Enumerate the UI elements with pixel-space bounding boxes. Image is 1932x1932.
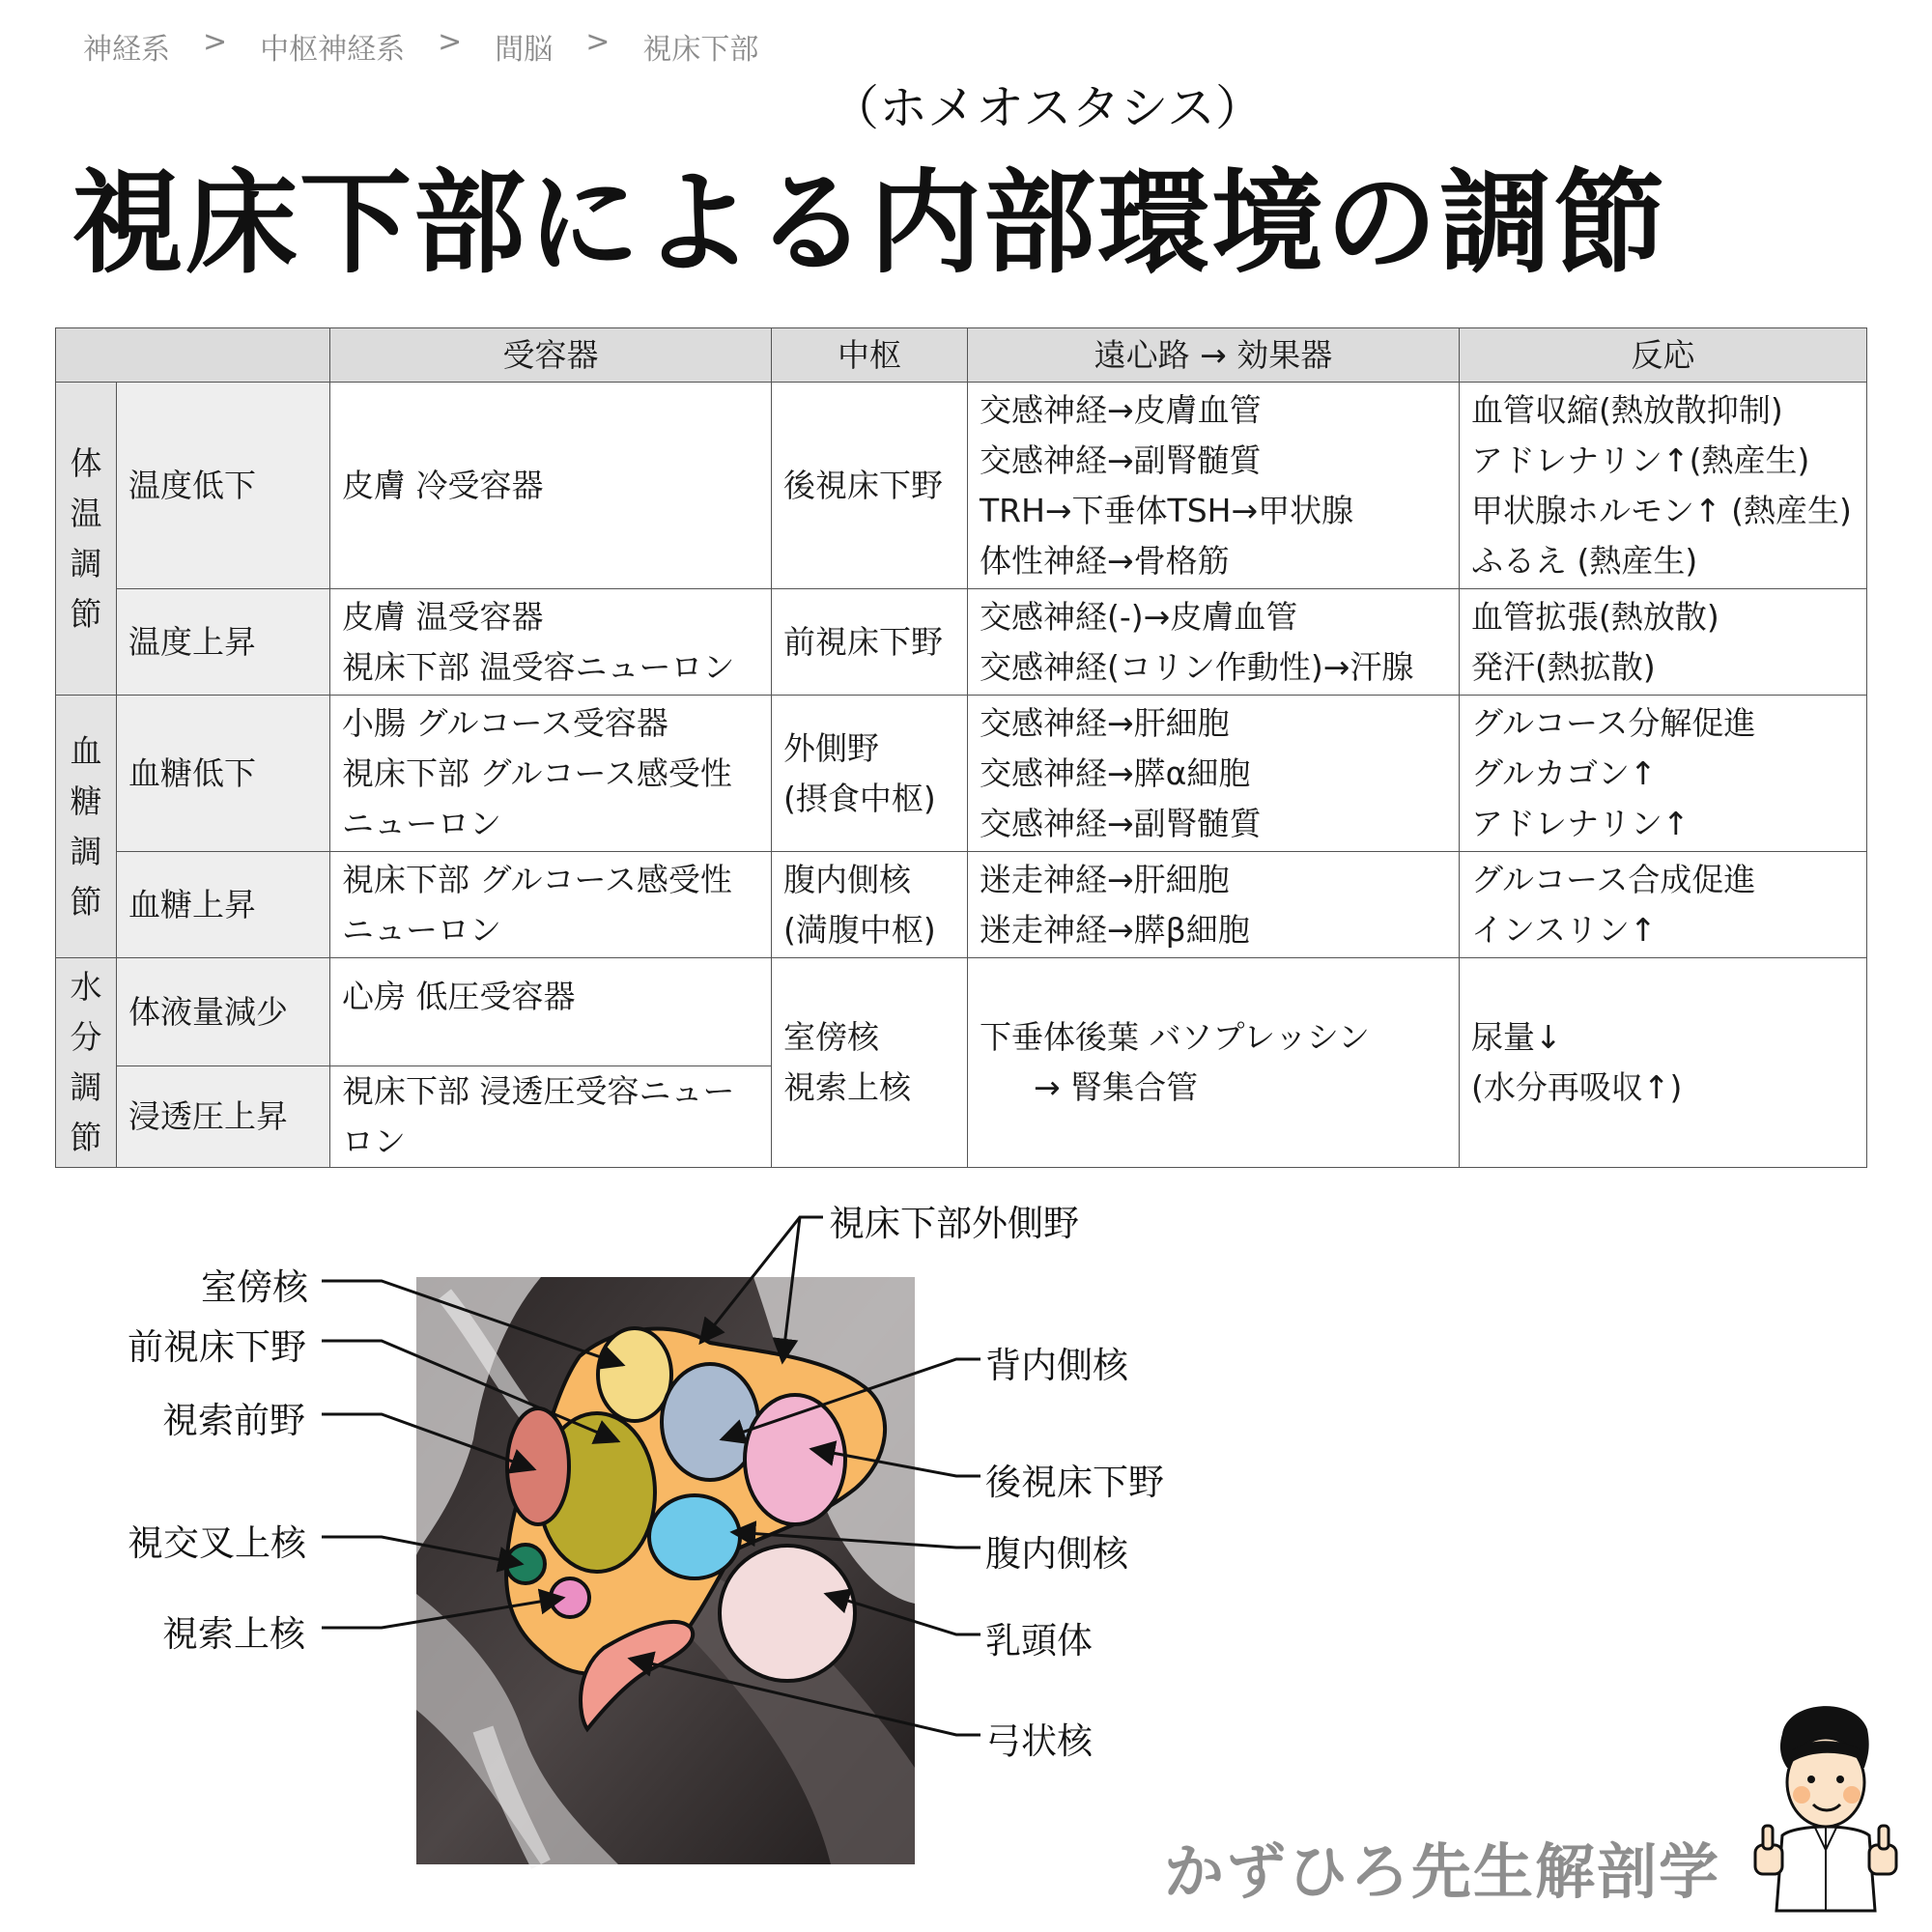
receptor-line: ニューロン: [342, 910, 501, 949]
center-line: (摂食中枢): [783, 779, 936, 817]
receptor-line: 心房 低圧受容器: [342, 978, 576, 1015]
receptor-cell: [330, 589, 772, 696]
label-arcuate: 弓状核: [985, 1720, 1093, 1762]
efferent-line: 交感神経→副腎髄質: [980, 804, 1262, 842]
efferent-line: 交感神経→皮膚血管: [980, 390, 1262, 429]
response-cell: [1460, 852, 1867, 958]
table-header-row: [56, 328, 1867, 383]
response-line: 尿量↓: [1471, 1018, 1562, 1056]
label-anterior-area: 前視床下野: [128, 1326, 306, 1368]
label-lateral-area: 視床下部外側野: [829, 1203, 1079, 1244]
category-char: 節: [70, 594, 102, 633]
breadcrumb-item[interactable]: 神経系: [83, 33, 170, 67]
efferent-line: 交感神経(-)→皮膚血管: [980, 597, 1298, 636]
label-posterior-area: 後視床下野: [985, 1462, 1164, 1503]
receptor-cell: [330, 383, 772, 589]
center-cell: [772, 696, 968, 852]
efferent-cell: [968, 383, 1460, 589]
response-line: インスリン↑: [1471, 910, 1657, 949]
category-char: 節: [70, 1119, 102, 1156]
receptor-cell: [330, 1066, 772, 1168]
center-line: 室傍核: [783, 1018, 879, 1056]
center-line: 視索上核: [783, 1068, 911, 1106]
center-line: (満腹中枢): [783, 910, 936, 949]
breadcrumb-separator: >: [203, 25, 228, 59]
efferent-line: TRH→下垂体TSH→甲状腺: [980, 491, 1354, 529]
response-cell: [1460, 589, 1867, 696]
response-line: ふるえ (熱産生): [1471, 541, 1698, 580]
category-char: 体: [70, 443, 102, 482]
center-line: 後視床下野: [783, 466, 943, 504]
condition-cell: 血糖低下: [117, 696, 330, 852]
breadcrumb: [83, 25, 758, 68]
condition-cell: 温度低下: [117, 383, 330, 589]
category-char: 水: [70, 968, 102, 1006]
center-line: 前視床下野: [783, 622, 943, 661]
receptor-line: ロン: [342, 1122, 406, 1160]
label-mammillary: 乳頭体: [985, 1620, 1093, 1662]
efferent-cell: [968, 958, 1460, 1168]
receptor-line: 小腸 グルコース受容器: [342, 703, 668, 742]
center-cell: [772, 383, 968, 589]
label-paraventricular: 室傍核: [201, 1266, 308, 1308]
table-row: [56, 958, 1867, 1066]
response-line: 甲状腺ホルモン↑ (熱産生): [1471, 491, 1852, 529]
brand-name: かずひろ先生解剖学: [1164, 1836, 1721, 1907]
response-cell: [1460, 383, 1867, 589]
response-line: グルコース分解促進: [1471, 703, 1756, 742]
category-temperature: [56, 383, 117, 696]
category-char: 調: [70, 1068, 102, 1106]
title-furigana: （ホメオスタシス）: [831, 80, 1264, 136]
category-char: 調: [70, 544, 102, 582]
condition-cell: 血糖上昇: [117, 852, 330, 958]
condition-cell: 温度上昇: [117, 589, 330, 696]
receptor-line: 視床下部 グルコース感受性: [342, 753, 732, 792]
category-water: [56, 958, 117, 1168]
header-response: 反応: [1460, 328, 1867, 383]
category-char: 分: [70, 1018, 102, 1056]
receptor-line: 視床下部 温受容ニューロン: [342, 647, 735, 686]
efferent-line: 交感神経→副腎髄質: [980, 440, 1262, 479]
mascot-illustration: [1753, 1690, 1898, 1913]
category-char: 節: [70, 882, 102, 921]
label-ventromedial: 腹内側核: [985, 1533, 1128, 1575]
paraventricular-nucleus[interactable]: [598, 1328, 671, 1421]
efferent-line: 体性神経→骨格筋: [980, 541, 1230, 580]
receptor-cell: [330, 958, 772, 1066]
receptor-line: 皮膚 冷受容器: [342, 466, 544, 504]
table-row: [56, 589, 1867, 696]
suprachiasmatic-nucleus[interactable]: [506, 1545, 545, 1583]
response-line: グルコース合成促進: [1471, 860, 1756, 898]
response-line: アドレナリン↑: [1471, 804, 1690, 842]
breadcrumb-separator: >: [438, 25, 463, 59]
response-line: 血管収縮(熱放散抑制): [1471, 390, 1783, 429]
label-preoptic: 視索前野: [162, 1400, 305, 1441]
receptor-line: ニューロン: [342, 804, 501, 842]
response-cell: [1460, 958, 1867, 1168]
condition-cell: 体液量減少: [117, 958, 330, 1066]
table-row: [56, 852, 1867, 958]
header-empty: [56, 328, 330, 383]
label-supraoptic: 視索上核: [162, 1613, 305, 1655]
breadcrumb-item[interactable]: 間脳: [495, 33, 554, 67]
header-center: 中枢: [772, 328, 968, 383]
efferent-cell: [968, 589, 1460, 696]
category-blood-sugar: [56, 696, 117, 958]
receptor-line: 皮膚 温受容器: [342, 597, 544, 636]
label-suprachiasmatic: 視交叉上核: [128, 1522, 306, 1564]
efferent-line: 交感神経(コリン作動性)→汗腺: [980, 647, 1414, 686]
page-title: 視床下部による内部環境の調節: [71, 158, 1667, 289]
response-line: グルカゴン↑: [1471, 753, 1657, 792]
receptor-cell: [330, 852, 772, 958]
category-char: 血: [70, 731, 102, 770]
mammillary-body[interactable]: [720, 1546, 855, 1681]
label-dorsomedial: 背内側核: [985, 1345, 1128, 1386]
receptor-line: 視床下部 浸透圧受容ニュー: [342, 1072, 735, 1110]
response-line: アドレナリン↑(熱産生): [1471, 440, 1810, 479]
preoptic-area[interactable]: [507, 1408, 569, 1524]
center-cell: [772, 852, 968, 958]
efferent-line: 交感神経→肝細胞: [980, 703, 1230, 742]
ventromedial-nucleus[interactable]: [649, 1495, 740, 1578]
response-line: 発汗(熱拡散): [1471, 647, 1656, 686]
category-char: 調: [70, 832, 102, 870]
header-receptor: 受容器: [330, 328, 772, 383]
efferent-line: 迷走神経→肝細胞: [980, 860, 1230, 898]
response-line: 血管拡張(熱放散): [1471, 597, 1719, 636]
efferent-cell: [968, 852, 1460, 958]
efferent-cell: [968, 696, 1460, 852]
receptor-line: 視床下部 グルコース感受性: [342, 860, 732, 898]
header-efferent: 遠心路 → 効果器: [968, 328, 1460, 383]
response-line: (水分再吸収↑): [1471, 1068, 1683, 1106]
regulation-table: [55, 327, 1867, 1168]
center-line: 外側野: [783, 728, 879, 767]
efferent-line: 下垂体後葉 バソプレッシン: [980, 1018, 1371, 1056]
center-cell: [772, 958, 968, 1168]
breadcrumb-separator: >: [585, 25, 611, 59]
condition-cell: 浸透圧上昇: [117, 1066, 330, 1168]
response-cell: [1460, 696, 1867, 852]
efferent-line: → 腎集合管: [1034, 1068, 1199, 1106]
table-row: [56, 383, 1867, 589]
table-row: [56, 696, 1867, 852]
efferent-line: 交感神経→膵α細胞: [980, 753, 1251, 792]
breadcrumb-item-current: 視床下部: [642, 33, 759, 67]
center-line: 腹内側核: [783, 860, 911, 898]
category-char: 糖: [70, 781, 102, 820]
receptor-cell: [330, 696, 772, 852]
center-cell: [772, 589, 968, 696]
efferent-line: 迷走神経→膵β細胞: [980, 910, 1250, 949]
breadcrumb-item[interactable]: 中枢神経系: [260, 33, 406, 67]
category-char: 温: [70, 494, 102, 532]
